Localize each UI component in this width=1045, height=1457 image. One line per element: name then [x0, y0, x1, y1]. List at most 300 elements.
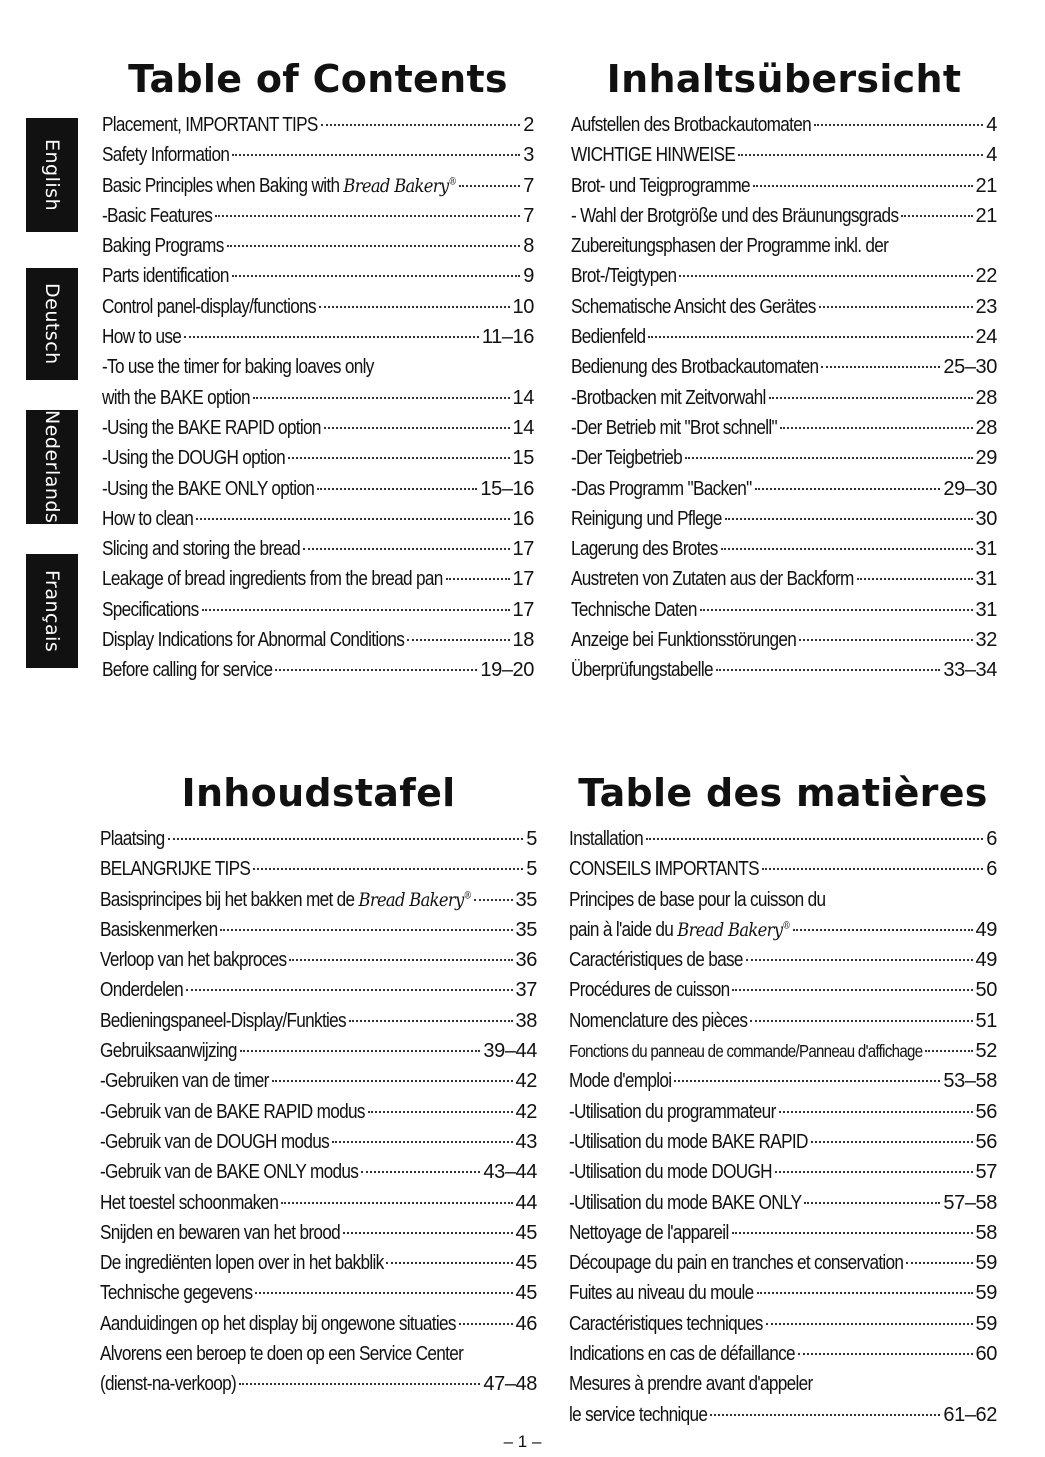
- tab-nederlands: [26, 410, 78, 524]
- toc-entry-label: [569, 858, 759, 881]
- toc-entry-page: 35: [515, 888, 537, 911]
- dot-leader: [775, 1171, 973, 1173]
- toc-entry-label: [569, 979, 730, 1002]
- toc-entry-label: [102, 629, 404, 652]
- toc-entry: [571, 205, 997, 235]
- dot-leader: [332, 1141, 513, 1143]
- toc-entry-page: 57: [975, 1161, 997, 1184]
- toc-entry: [571, 447, 997, 477]
- dot-leader: [821, 366, 940, 368]
- toc-entry-page: 59: [975, 1252, 997, 1275]
- toc-entry-label: [571, 417, 777, 440]
- toc-entry-page: 7: [523, 174, 534, 197]
- toc-entry-label: [569, 1070, 671, 1093]
- dot-leader: [288, 457, 510, 459]
- toc-entry: [100, 1192, 537, 1222]
- toc-entry: [100, 979, 537, 1009]
- toc-entry-label: [571, 326, 645, 349]
- toc-entry-text: Austreten von Zutaten aus der Backform: [571, 568, 854, 591]
- dot-leader: [732, 1232, 973, 1234]
- toc-entry-label: [100, 1192, 278, 1215]
- toc-entry-page: 35: [515, 918, 537, 941]
- toc-entry-text: Installation: [569, 828, 643, 850]
- toc-entry-text: Verloop van het bakproces: [100, 949, 287, 972]
- toc-entry: [100, 1252, 537, 1282]
- toc-entry-text: Parts identification: [102, 265, 229, 288]
- toc-entry-page: 43–44: [483, 1161, 537, 1184]
- dot-leader: [732, 989, 972, 991]
- toc-entry-page: 5: [526, 828, 537, 850]
- toc-entry-text: Anzeige bei Funktionsstörungen: [571, 629, 797, 652]
- toc-entry-label: [569, 1313, 763, 1336]
- toc-entry-label: [100, 1222, 340, 1245]
- toc-entry-text: -Der Teigbetrieb: [571, 447, 683, 470]
- toc-entry-text: BELANGRIJKE TIPS: [100, 858, 251, 881]
- toc-entry: [100, 1222, 537, 1252]
- toc-entry: [102, 417, 534, 447]
- toc-entry-page: 46: [515, 1312, 537, 1335]
- toc-entry-text: Überprüfungstabelle: [571, 659, 713, 682]
- toc-entry-page: 15–16: [480, 477, 534, 500]
- toc-entry-text: Slicing and storing the bread: [102, 538, 301, 561]
- tab-deutsch: [26, 268, 78, 380]
- toc-entry-label: [102, 447, 285, 470]
- toc-entry-page: 60: [975, 1343, 997, 1366]
- toc-entry: [569, 949, 997, 979]
- toc-entry-label: [571, 175, 750, 198]
- toc-entry-text: Leakage of bread ingredients from the bread pan: [102, 568, 443, 591]
- toc-entry-text: -Der Betrieb mit "Brot schnell": [571, 416, 777, 439]
- toc-entry-label: [102, 205, 212, 228]
- toc-entry-label: [569, 1010, 747, 1033]
- dot-leader: [811, 1141, 973, 1143]
- toc-entry-text: Gebruiksaanwijzing: [100, 1040, 237, 1063]
- toc-entry-label: [100, 889, 471, 912]
- dot-leader: [901, 215, 972, 217]
- toc-entry-label: [569, 1373, 813, 1396]
- toc-entry-label: [100, 858, 250, 881]
- toc-entry-text: Display Indications for Abnormal Conditions: [102, 629, 405, 652]
- toc-entry-page: 56: [975, 1130, 997, 1153]
- dot-leader: [227, 245, 521, 247]
- toc-entry-label: [569, 1252, 903, 1275]
- toc-entry-text: Procédures de cuisson: [569, 979, 730, 1002]
- toc-entry-text: -Using the DOUGH option: [102, 447, 286, 470]
- page-number: – 1 –: [503, 1432, 542, 1451]
- toc-entry-text: -Using the BAKE ONLY option: [102, 477, 315, 500]
- toc-entry-page: 42: [515, 1100, 537, 1123]
- toc-entry-label: [569, 1161, 772, 1184]
- toc-entry: [100, 1373, 537, 1403]
- toc-entry-page: 32: [975, 629, 997, 652]
- toc-entry-text: Brot- und Teigprogramme: [571, 174, 750, 197]
- toc-entry-page: 45: [515, 1282, 537, 1305]
- toc-entry-text: Snijden en bewaren van het brood: [100, 1221, 341, 1244]
- tab-deutsch-label: Deutsch: [41, 283, 63, 365]
- toc-entry-text: Het toestel schoonmaken: [100, 1191, 279, 1214]
- toc-entry-text: Zubereitungsphasen der Programme inkl. der: [571, 235, 889, 258]
- toc-entry: [571, 235, 997, 265]
- dot-leader: [925, 1050, 972, 1052]
- dot-leader: [857, 578, 973, 580]
- dot-leader: [386, 1262, 512, 1264]
- brand-name: Bread Bakery: [343, 174, 449, 197]
- tab-francais-label: Français: [41, 569, 63, 653]
- toc-entry: [100, 1010, 537, 1040]
- toc-entry: [102, 599, 534, 629]
- toc-entry-text: Control panel-display/functions: [102, 295, 316, 318]
- toc-entry-page: 17: [512, 598, 534, 621]
- toc-entry-page: 4: [986, 114, 997, 136]
- toc-entry-text: -Gebruik van de DOUGH modus: [100, 1130, 330, 1153]
- toc-entry-label: [571, 205, 898, 228]
- toc-entry-page: 45: [515, 1221, 537, 1244]
- toc-entry-label: [102, 144, 229, 167]
- toc-entry-label: [569, 1131, 808, 1154]
- toc-entry-text: -Basic Features: [102, 204, 213, 227]
- toc-entry: [100, 1282, 537, 1312]
- toc-entry: [569, 828, 997, 858]
- toc-entry: [102, 629, 534, 659]
- toc-entry-page: 51: [975, 1009, 997, 1032]
- toc-entry-page: 22: [975, 265, 997, 288]
- toc-entry-page: 38: [515, 1009, 537, 1032]
- toc-entry: [571, 508, 997, 538]
- toc-entry: [102, 478, 534, 508]
- toc-entry-text: Découpage du pain en tranches et conservation: [569, 1252, 904, 1275]
- dot-leader: [819, 306, 973, 308]
- toc-entry-label: [571, 508, 722, 531]
- toc-entry-label: [102, 356, 374, 379]
- toc-entry-label: [102, 568, 443, 591]
- dot-leader: [321, 124, 521, 126]
- toc-entry-page: 21: [975, 174, 997, 197]
- toc-entry: [102, 568, 534, 598]
- dot-leader: [168, 838, 524, 840]
- dot-leader: [281, 1202, 512, 1204]
- dot-leader: [738, 154, 983, 156]
- toc-entry-text: Aufstellen des Brotbackautomaten: [571, 114, 811, 136]
- section-francais: [569, 770, 997, 1434]
- toc-entry-page: 8: [523, 235, 534, 258]
- toc-entry: [100, 949, 537, 979]
- toc-entry: [569, 1010, 997, 1040]
- toc-entry-label: [569, 1101, 776, 1124]
- toc-entry-page: 59: [975, 1312, 997, 1335]
- toc-entry: [102, 114, 534, 144]
- toc-entry: [571, 144, 997, 174]
- toc-entry-label: [571, 387, 766, 410]
- dot-leader: [648, 336, 972, 338]
- toc-entry: [102, 205, 534, 235]
- dot-leader: [446, 578, 510, 580]
- toc-entry: [102, 387, 534, 417]
- dot-leader: [459, 185, 520, 187]
- toc-entry-text: Technische gegevens: [100, 1282, 253, 1305]
- toc-entry-text: -Brotbacken mit Zeitvorwahl: [571, 386, 766, 409]
- toc-entry: [571, 387, 997, 417]
- registered-mark: ®: [463, 890, 472, 902]
- toc-entry-text: -To use the timer for baking loaves only: [102, 356, 374, 379]
- toc-entry-text: Bedienung des Brotbackautomaten: [571, 356, 819, 379]
- section-title: Inhoudstafel: [181, 771, 456, 815]
- dot-leader: [679, 275, 972, 277]
- toc-entry: [102, 356, 534, 386]
- dot-leader: [685, 457, 972, 459]
- toc-entry: [102, 447, 534, 477]
- toc-entry: [102, 144, 534, 174]
- toc-entry-text: Placement, IMPORTANT TIPS: [102, 114, 318, 136]
- toc-entry: [100, 1313, 537, 1343]
- toc-entry-page: 49: [975, 918, 997, 941]
- dot-leader: [766, 1323, 973, 1325]
- toc-entry-label: [571, 296, 816, 319]
- dot-leader: [319, 306, 510, 308]
- toc-entry-page: 15: [512, 447, 534, 470]
- toc-entry-label: [100, 1010, 346, 1033]
- toc-entry-text: -Das Programm "Backen": [571, 477, 752, 500]
- toc-entry: [571, 265, 997, 295]
- dot-leader: [272, 1080, 513, 1082]
- toc-entry-label: [569, 1282, 754, 1305]
- toc-entry-text: -Utilisation du programmateur: [569, 1100, 776, 1123]
- toc-entry-text: Plaatsing: [100, 828, 165, 850]
- toc-entry-label: [571, 144, 735, 167]
- toc-entry-page: 31: [975, 598, 997, 621]
- toc-entry-text: How to clean: [102, 507, 194, 530]
- toc-entry: [102, 326, 534, 356]
- registered-mark: ®: [448, 176, 457, 188]
- dot-leader: [289, 959, 512, 961]
- dot-leader: [196, 518, 509, 520]
- dot-leader: [255, 1292, 512, 1294]
- toc-entry: [102, 175, 534, 205]
- toc-entry-label: [102, 175, 456, 198]
- toc-entry-text: Fuites au niveau du moule: [569, 1282, 754, 1305]
- toc-entry-text: Indications en cas de défaillance: [569, 1343, 795, 1366]
- dot-leader: [646, 838, 983, 840]
- dot-leader: [361, 1171, 480, 1173]
- toc-entry: [571, 326, 997, 356]
- toc-entry-page: 4: [986, 144, 997, 167]
- toc-entry: [571, 478, 997, 508]
- dot-leader: [239, 1383, 480, 1385]
- toc-entry: [102, 538, 534, 568]
- toc-entry-text: -Utilisation du mode BAKE ONLY: [569, 1191, 802, 1214]
- toc-entry-label: [102, 538, 300, 561]
- toc-entry-page: 9: [523, 265, 534, 288]
- toc-entry-page: 5: [526, 858, 537, 881]
- dot-leader: [674, 1080, 940, 1082]
- dot-leader: [407, 639, 509, 641]
- toc-entry-page: 59: [975, 1282, 997, 1305]
- toc-entry-label: [100, 1313, 456, 1336]
- toc-entry-label: [100, 1161, 358, 1184]
- toc-entry-text: -Utilisation du mode DOUGH: [569, 1161, 772, 1184]
- toc-entry-label: [100, 1070, 269, 1093]
- toc-entry-text: Specifications: [102, 598, 199, 621]
- toc-entry-text: Bedienfeld: [571, 326, 646, 349]
- toc-entry-label: [102, 235, 224, 258]
- toc-entry-label: [569, 1404, 707, 1427]
- toc-list: [569, 828, 997, 1434]
- dot-leader: [721, 548, 973, 550]
- dot-leader: [343, 1232, 513, 1234]
- toc-entry: [571, 417, 997, 447]
- toc-entry-page: 17: [512, 538, 534, 561]
- toc-entry-label: [100, 1131, 329, 1154]
- toc-entry-label: [571, 356, 818, 379]
- toc-entry: [571, 296, 997, 326]
- toc-entry: [569, 1404, 997, 1434]
- dot-leader: [755, 488, 941, 490]
- dot-leader: [303, 548, 509, 550]
- toc-entry-text: Brot-/Teigtypen: [571, 265, 677, 288]
- dot-leader: [186, 989, 513, 991]
- dot-leader: [368, 1111, 513, 1113]
- dot-leader: [459, 1323, 513, 1325]
- dot-leader: [184, 336, 479, 338]
- toc-entry-page: 45: [515, 1252, 537, 1275]
- toc-list: [102, 114, 534, 690]
- toc-entry-label: [100, 1101, 365, 1124]
- dot-leader: [804, 1202, 940, 1204]
- toc-entry: [571, 114, 997, 144]
- toc-entry: [571, 629, 997, 659]
- section-title: Table of Contents: [128, 57, 508, 101]
- toc-entry-label: [100, 949, 286, 972]
- toc-entry-text: Mode d'emploi: [569, 1070, 672, 1093]
- toc-entry-page: 29: [975, 447, 997, 470]
- toc-entry-text: Caractéristiques de base: [569, 949, 743, 972]
- toc-entry-label: [100, 1373, 236, 1396]
- toc-entry-text: Baking Programs: [102, 235, 224, 258]
- toc-entry: [100, 858, 537, 888]
- toc-entry: [100, 1161, 537, 1191]
- toc-entry-label: [102, 265, 229, 288]
- brand-logo-text: [358, 889, 471, 911]
- toc-entry: [102, 508, 534, 538]
- toc-entry-text: Technische Daten: [571, 598, 697, 621]
- toc-entry-page: 24: [975, 326, 997, 349]
- tab-english-label: English: [41, 138, 63, 212]
- toc-entry: [100, 1131, 537, 1161]
- dot-leader: [232, 275, 520, 277]
- toc-entry: [571, 175, 997, 205]
- dot-leader: [780, 427, 973, 429]
- toc-entry: [102, 235, 534, 265]
- toc-entry-text: CONSEILS IMPORTANTS: [569, 858, 759, 881]
- toc-entry-page: 31: [975, 568, 997, 591]
- tab-nederlands-label: Nederlands: [41, 410, 63, 524]
- section-title: Table des matières: [578, 771, 988, 815]
- toc-entry-label: [571, 235, 888, 258]
- section-nederlands: [100, 770, 537, 1404]
- toc-entry-text: Safety Information: [102, 144, 230, 167]
- dot-leader: [799, 639, 972, 641]
- dot-leader: [240, 1050, 481, 1052]
- toc-entry-text: Basic Principles when Baking with: [102, 174, 344, 197]
- toc-entry-label: [569, 919, 790, 942]
- toc-entry-page: 61–62: [943, 1403, 997, 1426]
- dot-leader: [349, 1020, 513, 1022]
- toc-entry-label: [571, 599, 697, 622]
- toc-entry-page: 43: [515, 1130, 537, 1153]
- toc-entry: [100, 828, 537, 858]
- toc-entry: [571, 356, 997, 386]
- tab-english: [26, 118, 78, 232]
- dot-leader: [253, 868, 523, 870]
- toc-entry-text: Mesures à prendre avant d'appeler: [569, 1373, 813, 1396]
- toc-entry-page: 14: [512, 386, 534, 409]
- toc-entry: [571, 659, 997, 689]
- dot-leader: [793, 929, 972, 931]
- toc-entry-text: Onderdelen: [100, 979, 184, 1002]
- toc-entry-page: 21: [975, 204, 997, 227]
- toc-entry-label: [569, 949, 743, 972]
- toc-entry-label: [569, 1192, 801, 1215]
- toc-entry: [100, 1070, 537, 1100]
- toc-entry-label: [102, 478, 314, 501]
- toc-entry-label: [102, 417, 321, 440]
- toc-entry-page: 33–34: [943, 659, 997, 682]
- toc-entry-text: How to use: [102, 326, 182, 349]
- toc-entry-text: Aanduidingen op het display bij ongewone situaties: [100, 1312, 456, 1335]
- toc-entry: [571, 568, 997, 598]
- toc-entry-text: - Wahl der Brotgröße und des Bräunungsgrads: [571, 204, 899, 227]
- toc-entry-text: Basiskenmerken: [100, 918, 218, 941]
- toc-entry: [100, 919, 537, 949]
- toc-entry-label: [571, 629, 796, 652]
- toc-entry-page: 6: [986, 858, 997, 881]
- toc-entry: [569, 1222, 997, 1252]
- toc-entry-text: Nomenclature des pièces: [569, 1009, 748, 1032]
- toc-entry-text: Basisprincipes bij het bakken met de: [100, 888, 359, 911]
- dot-leader: [779, 1111, 973, 1113]
- toc-entry-page: 31: [975, 538, 997, 561]
- toc-entry-text: WICHTIGE HINWEISE: [571, 144, 736, 167]
- toc-entry: [569, 1131, 997, 1161]
- toc-entry-label: [102, 326, 181, 349]
- toc-entry-label: [100, 919, 218, 942]
- dot-leader: [324, 427, 510, 429]
- toc-entry-text: (dienst-na-verkoop): [100, 1373, 237, 1396]
- dot-leader: [814, 124, 983, 126]
- toc-entry: [569, 1343, 997, 1373]
- toc-entry-page: 7: [523, 204, 534, 227]
- toc-entry-label: [569, 828, 643, 851]
- dot-leader: [700, 609, 973, 611]
- toc-entry: [571, 599, 997, 629]
- toc-entry-text: with the BAKE option: [102, 386, 250, 409]
- toc-entry-text: Bedieningspaneel-Display/Funkties: [100, 1009, 346, 1032]
- dot-leader: [202, 609, 510, 611]
- toc-entry: [571, 538, 997, 568]
- toc-entry-text: De ingrediënten lopen over in het bakblik: [100, 1252, 384, 1275]
- toc-entry-label: [569, 1041, 922, 1062]
- toc-entry: [100, 1040, 537, 1070]
- dot-leader: [746, 959, 973, 961]
- tab-francais: [26, 554, 78, 668]
- dot-leader: [317, 488, 477, 490]
- toc-entry-text: Before calling for service: [102, 659, 273, 682]
- toc-entry-page: 37: [515, 979, 537, 1002]
- toc-entry-page: 18: [512, 629, 534, 652]
- brand-logo-text: [677, 919, 790, 941]
- toc-entry: [569, 1101, 997, 1131]
- toc-entry-text: -Using the BAKE RAPID option: [102, 416, 321, 439]
- toc-entry-text: Schematische Ansicht des Gerätes: [571, 295, 816, 318]
